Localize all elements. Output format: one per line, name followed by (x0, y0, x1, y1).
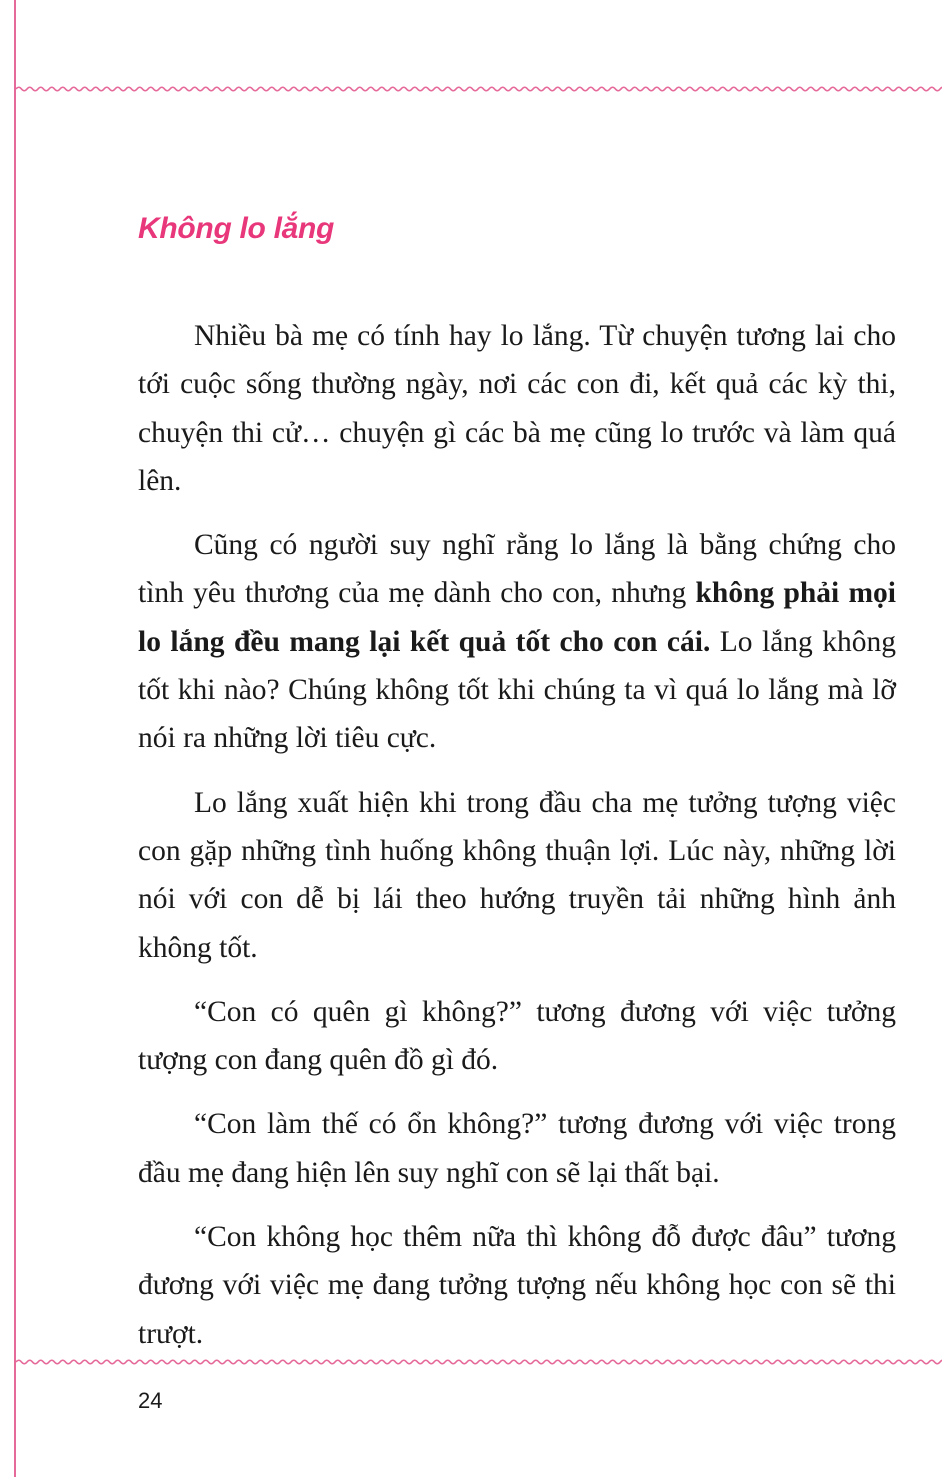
paragraph-text: “Con có quên gì không?” tương đương với việc tưởng tượng con đang quên đồ gì đó. (138, 995, 896, 1077)
wavy-line (16, 87, 942, 91)
paragraph-1 (138, 312, 896, 505)
paragraph-6 (138, 1213, 896, 1358)
paragraph-3 (138, 779, 896, 972)
section-heading: Không lo lắng (138, 212, 335, 245)
paragraph-text: Cũng có người suy nghĩ rằng lo lắng là bằng chứng cho tình yêu thương của mẹ dành cho con, nhưng (138, 529, 896, 610)
paragraph-5 (138, 1100, 896, 1197)
paragraph-text: “Con làm thế có ổn không?” tương đương với việc trong đầu mẹ đang hiện lên suy nghĩ con sẽ lại thất bại. (138, 1108, 896, 1189)
page-number: 24 (138, 1388, 163, 1413)
paragraph-2 (138, 521, 896, 762)
margin-line (14, 0, 16, 1477)
body-text (138, 312, 896, 1374)
emphasized-text: không phải mọi lo lắng đều mang lại kết quả tốt cho con cái. (138, 577, 896, 658)
bottom-wavy-rule (16, 1355, 942, 1369)
paragraph-text: Lo lắng xuất hiện khi trong đầu cha mẹ tưởng tượng việc con gặp những tình huống không thuận lợi. Lúc này, những lời nói với con dễ bị lái theo hướng truyền tải những hình ảnh không tốt. (138, 786, 896, 964)
top-wavy-rule (16, 82, 942, 96)
paragraph-4 (138, 988, 896, 1085)
paragraph-text: Lo lắng không tốt khi nào? Chúng không tốt khi chúng ta vì quá lo lắng mà lỡ nói ra những lời tiêu cực. (138, 625, 897, 755)
paragraph-text: Nhiều bà mẹ có tính hay lo lắng. Từ chuyện tương lai cho tới cuộc sống thường ngày, nơi các con đi, kết quả các kỳ thi, chuyện thi cử… chuyện gì các bà mẹ cũng lo trước và làm quá lên. (138, 320, 896, 497)
paragraph-text: “Con không học thêm nữa thì không đỗ được đâu” tương đương với việc mẹ đang tưởng tượng nếu không học con sẽ thi trượt. (138, 1221, 896, 1350)
wavy-line (16, 1360, 942, 1364)
